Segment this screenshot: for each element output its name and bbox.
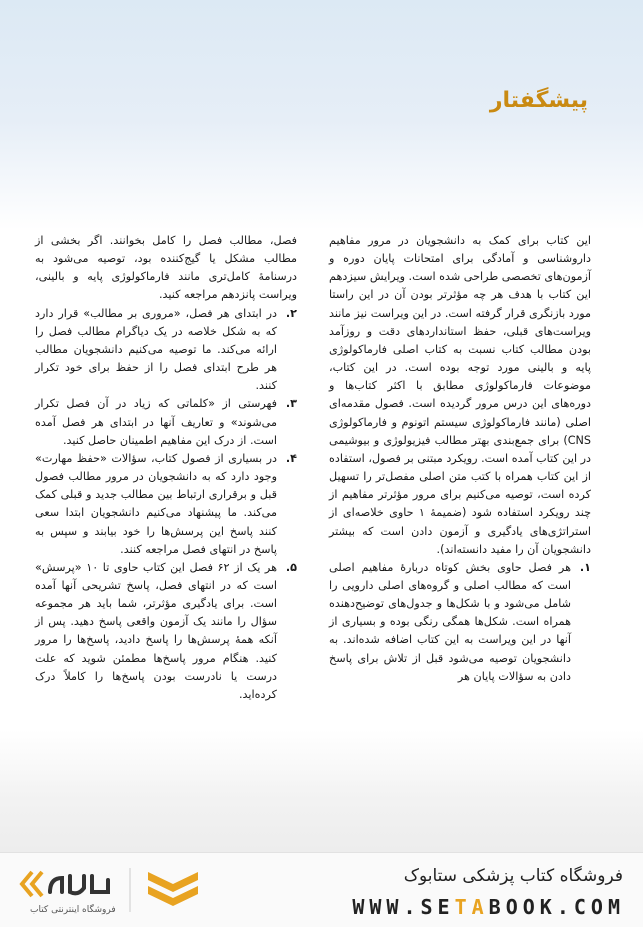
list-item-number: ۲. — [285, 306, 297, 320]
list-item — [35, 395, 297, 449]
chevron-left-icon — [32, 872, 42, 896]
book-icon — [148, 872, 198, 892]
list-item — [35, 559, 297, 704]
list-item — [35, 450, 297, 559]
list-item — [329, 559, 591, 686]
list-item-number: ۱. — [579, 560, 591, 574]
logo-wordmark — [50, 876, 108, 893]
continuation-paragraph: فصل، مطالب فصل را کامل بخوانند. اگر بخشی از مطالب مشکل یا گیج‌کننده بود، توصیه می‌شود به درسنامهٔ کامل‌تری مانند فارماکولوژی پایه و بالینی، ویراست پانزدهم مراجعه کنید. — [35, 234, 297, 302]
list-item — [35, 305, 297, 396]
list-item-text: در بسیاری از فصول کتاب، سؤالات «حفظ مهارت» وجود دارد که به دانشجویان در مرور مطالب فصول قبل و برقراری ارتباط بین مطالب جدید و قبلی کمک می‌کند. ما پیشنهاد می‌کنیم دانشجویان ابتدا سعی کنند پاسخ این پرسش‌ها را خود بیابند و سپس به پاسخ در انتهای فصل مراجعه کنند. — [35, 451, 277, 556]
url-suffix: BOOK.COM — [488, 895, 625, 919]
list-item-text: در ابتدای هر فصل، «مروری بر مطالب» قرار دارد که به شکل خلاصه در یک دیاگرام مطالب فصل را ارائه می‌کند. ما توصیه می‌کنیم دانشجویان مطالب هر طرح ابتدای فصل را از حفظ برای خود تکرار کنند. — [35, 306, 277, 393]
numbered-list — [35, 305, 297, 704]
store-url-link[interactable] — [352, 895, 625, 919]
list-item-number: ۴. — [285, 451, 297, 465]
url-prefix: WWW.SE — [352, 895, 455, 919]
right-column — [329, 232, 591, 686]
logo-caption: فروشگاه اینترنتی کتاب — [30, 905, 116, 915]
numbered-list — [329, 559, 591, 686]
url-highlight: TA — [454, 895, 489, 919]
left-column — [35, 232, 297, 704]
store-name: فروشگاه کتاب پزشکی ستابوک — [403, 866, 623, 886]
list-item-number: ۳. — [285, 397, 297, 411]
list-item-text: فهرستی از «کلماتی که زیاد در آن فصل تکرار می‌شوند» و تعاریف آنها در ابتدای هر فصل آمده است. از درک این مفاهیم اطمینان حاصل کنید. — [35, 397, 277, 447]
list-item-number: ۵. — [285, 560, 297, 574]
list-item-text: هر فصل حاوی بخش کوتاه دربارهٔ مفاهیم اصلی است که مطالب اصلی و گروه‌های اصلی دارویی را شامل می‌شود و با شکل‌ها و جدول‌های توضیح‌دهنده همراه است. شکل‌ها همگی رنگی بوده و بسیاری از آنها در این ویراست به این کتاب اضافه شده‌اند. به دانشجویان توصیه می‌شود قبل از تلاش برای پاسخ دادن به سؤالات پایان هر — [329, 560, 571, 683]
list-item-text: هر یک از ۶۲ فصل این کتاب حاوی تا ۱۰ «پرسش» است که در انتهای فصل، پاسخ تشریحی آنها آمده است. برای یادگیری مؤثرتر، شما باید هر مجموعه سؤال را مانند یک آزمون واقعی پاسخ دهید. پس از آنکه همهٔ پرسش‌ها را پاسخ دادید، پاسخ‌ها را مرور کنید. هنگام مرور پاسخ‌ها مطمئن شوید که علت درست یا نادرست بودن پاسخ‌ها را کاملاً درک کرده‌اید. — [35, 560, 277, 701]
intro-paragraph: این کتاب برای کمک به دانشجویان در مرور مفاهیم داروشناسی و آمادگی برای امتحانات پایان دوره و آزمون‌های تخصصی طراحی شده است. ویرایش سیزدهم این کتاب با هدف هر چه مؤثرتر بودن آن در این راستا مورد بازنگری قرار گرفته است. در این ویراست نیز مانند ویراست‌های قبلی، حفظ استانداردهای دقت و روزآمد بودن مطالب کتاب نسبت به کتاب اصلی فارماکولوژی پایه و بالینی مورد توجه بوده است. در این کتاب، موضوعات فارماکولوژی مطابق با اکثر کتاب‌ها و دوره‌های این درس مرور گردیده است. فصول مقدمه‌ای اصلی (مانند فارماکولوژی سیستم اتونوم و فارماکولوژی CNS) برای جمع‌بندی بهتر مطالب فیزیولوژی و بیوشیمی در این کتاب آمده است. رویکرد مبتنی بر فصول، استفاده از این کتاب همراه با کتب متن اصلی مفصل‌تر را تسهیل کرده است، توصیه می‌کنیم برای مرور مؤثرتر مفاهیم از چند رویکرد استفاده شود (ضمیمهٔ ۱ حاوی خلاصه‌ای از استراتژی‌های یادگیری و آزمون دادن است که بیشتر دانشجویان آن را مفید دانسته‌اند). — [329, 234, 591, 556]
page-title: پیشگفتار — [489, 88, 588, 113]
